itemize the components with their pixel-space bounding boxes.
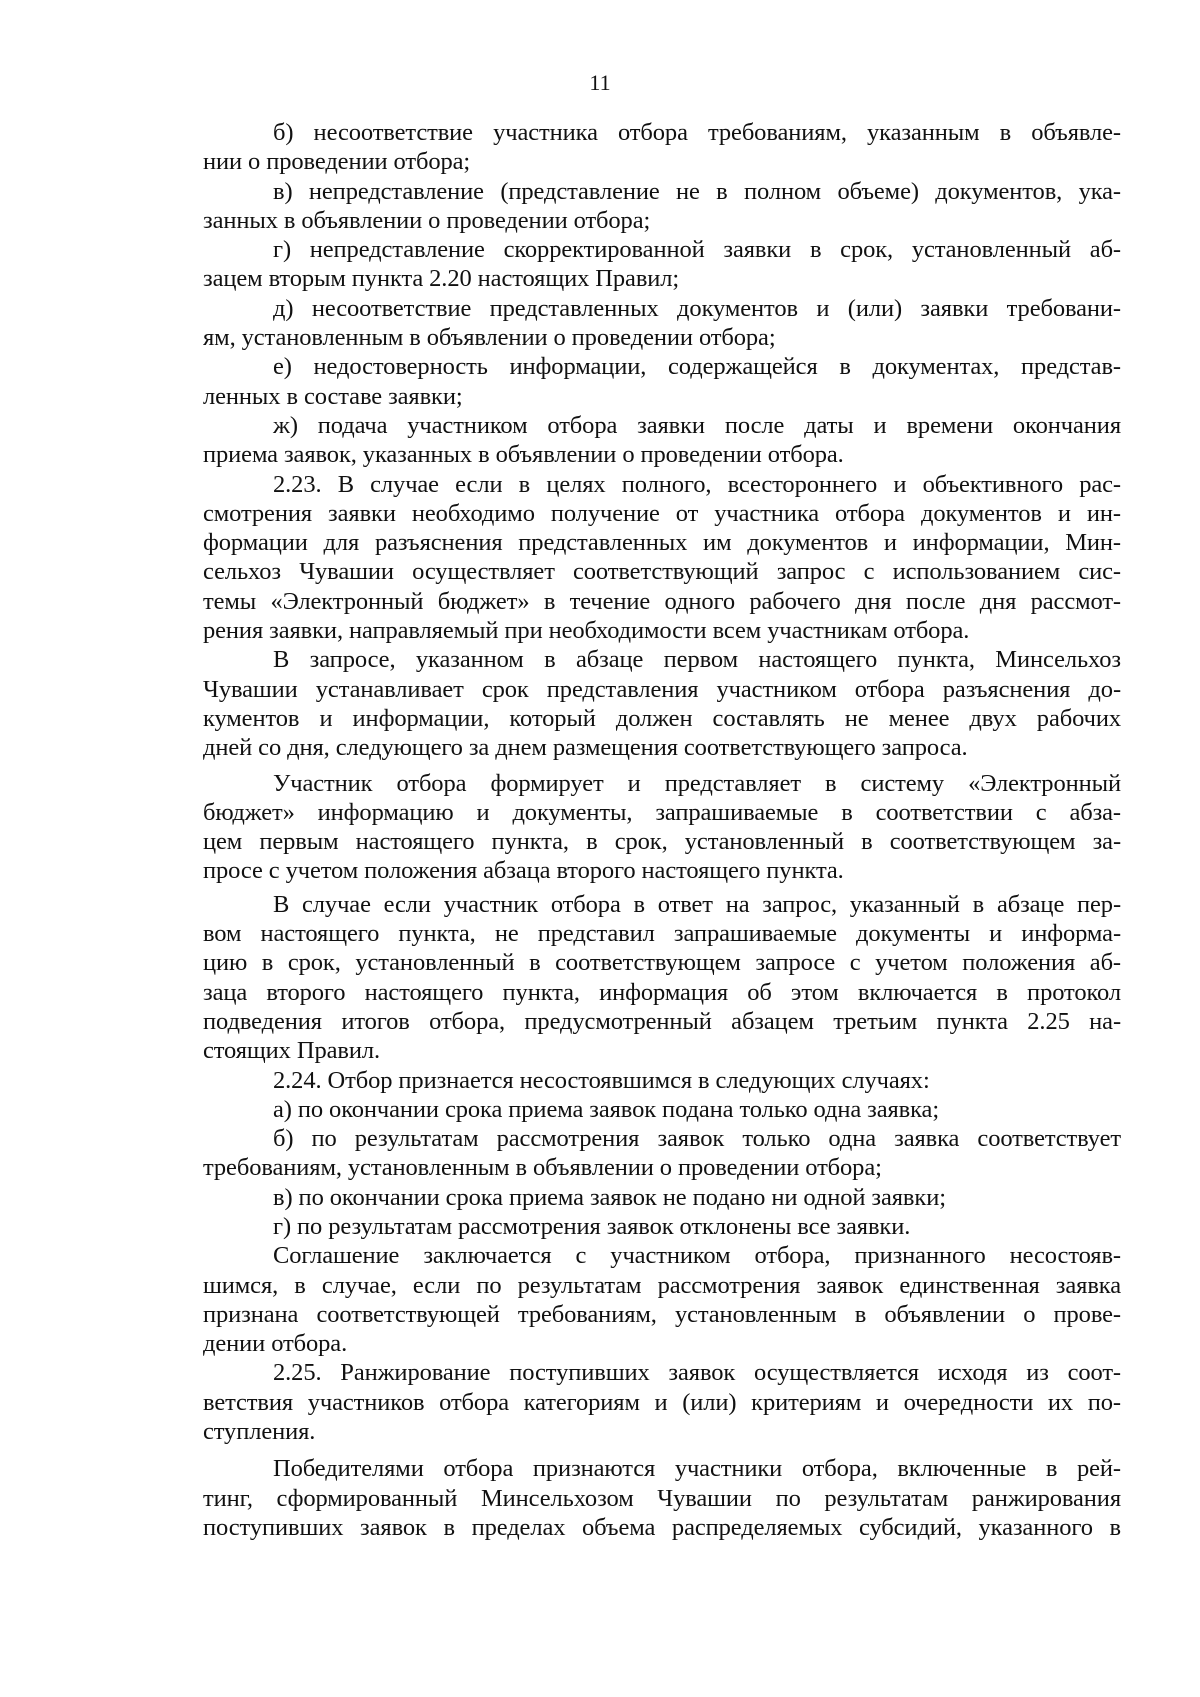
text-line: нии о проведении отбора;	[203, 148, 471, 176]
text-line: Соглашение заключается с участником отбора, признанного несостояв-	[273, 1242, 1121, 1270]
text-line: заца второго настоящего пункта, информация об этом включается в протокол	[203, 978, 1121, 1006]
text-line: Победителями отбора признаются участники отбора, включенные в рей-	[273, 1455, 1121, 1483]
page-number: 11	[589, 70, 611, 95]
text-line: требованиям, установленным в объявлении о проведении отбора;	[203, 1154, 882, 1182]
text-line: Чувашии устанавливает срок представления участником отбора разъяснения до-	[203, 675, 1121, 703]
text-line: бюджет» информацию и документы, запрашиваемые в соответствии с абза-	[203, 798, 1121, 826]
text-line: приема заявок, указанных в объявлении о проведении отбора.	[203, 441, 844, 469]
text-line: вом настоящего пункта, не представил запрашиваемые документы и информа-	[203, 920, 1121, 948]
text-line: В запросе, указанном в абзаце первом настоящего пункта, Минсельхоз	[273, 646, 1121, 674]
text-line: б) несоответствие участника отбора требованиям, указанным в объявле-	[273, 119, 1121, 146]
text-line: цию в срок, установленный в соответствующем запросе с учетом положения аб-	[203, 949, 1121, 977]
text-line: темы «Электронный бюджет» в течение одного рабочего дня после дня рассмот-	[203, 587, 1121, 615]
text-line: 2.23. В случае если в целях полного, всестороннего и объективного рас-	[273, 470, 1121, 498]
text-line: просе с учетом положения абзаца второго настоящего пункта.	[203, 857, 844, 885]
text-line: тинг, сформированный Минсельхозом Чувашии по результатам ранжирования	[203, 1484, 1121, 1512]
text-line: е) недостоверность информации, содержащейся в документах, представ-	[273, 353, 1121, 381]
text-line: рения заявки, направляемый при необходимости всем участникам отбора.	[203, 617, 970, 645]
text-line: ветствия участников отбора категориям и (или) критериям и очередности их по-	[203, 1388, 1121, 1416]
text-line: ж) подача участником отбора заявки после даты и времени окончания	[273, 411, 1121, 439]
text-line: В случае если участник отбора в ответ на запрос, указанный в абзаце пер-	[273, 890, 1121, 918]
text-line: б) по результатам рассмотрения заявок только одна заявка соответствует	[273, 1125, 1121, 1153]
text-line: шимся, в случае, если по результатам рассмотрения заявок единственная заявка	[203, 1271, 1121, 1299]
text-line: цем первым настоящего пункта, в срок, установленный в соответствующем за-	[203, 828, 1121, 856]
text-line: кументов и информации, который должен составлять не менее двух рабочих	[203, 704, 1121, 732]
text-line: дении отбора.	[203, 1330, 348, 1358]
text-line: признана соответствующей требованиям, установленным в объявлении о прове-	[203, 1300, 1121, 1328]
document-body-text	[203, 118, 1121, 1542]
text-line: подведения итогов отбора, предусмотренный абзацем третьим пункта 2.25 на-	[203, 1007, 1121, 1035]
text-line: формации для разъяснения представленных им документов и информации, Мин-	[203, 529, 1121, 557]
text-line: ленных в составе заявки;	[203, 382, 463, 410]
text-line: в) непредставление (представление не в полном объеме) документов, ука-	[273, 177, 1121, 205]
text-line: 2.25. Ранжирование поступивших заявок осуществляется исходя из соот-	[273, 1359, 1121, 1387]
text-line: в) по окончании срока приема заявок не подано ни одной заявки;	[273, 1183, 946, 1211]
text-line: поступивших заявок в пределах объема распределяемых субсидий, указанного в	[203, 1513, 1121, 1541]
text-line: сельхоз Чувашии осуществляет соответствующий запрос с использованием сис-	[203, 558, 1121, 586]
text-line: дней со дня, следующего за днем размещения соответствующего запроса.	[203, 734, 968, 762]
text-line: а) по окончании срока приема заявок подана только одна заявка;	[273, 1095, 940, 1123]
text-line: ям, установленным в объявлении о проведении отбора;	[203, 324, 776, 352]
text-line: г) непредставление скорректированной заявки в срок, установленный аб-	[273, 236, 1121, 264]
text-line: д) несоответствие представленных документов и (или) заявки требовани-	[273, 294, 1121, 322]
text-line: смотрения заявки необходимо получение от участника отбора документов и ин-	[203, 499, 1121, 527]
text-line: г) по результатам рассмотрения заявок отклонены все заявки.	[273, 1212, 911, 1240]
text-line: зацем вторым пункта 2.20 настоящих Правил;	[203, 265, 680, 293]
text-line: 2.24. Отбор признается несостоявшимся в следующих случаях:	[273, 1066, 930, 1094]
text-line: стоящих Правил.	[203, 1037, 381, 1065]
text-line: Участник отбора формирует и представляет в систему «Электронный	[273, 769, 1121, 797]
text-line: ступления.	[203, 1418, 316, 1446]
text-line: занных в объявлении о проведении отбора;	[203, 206, 651, 234]
